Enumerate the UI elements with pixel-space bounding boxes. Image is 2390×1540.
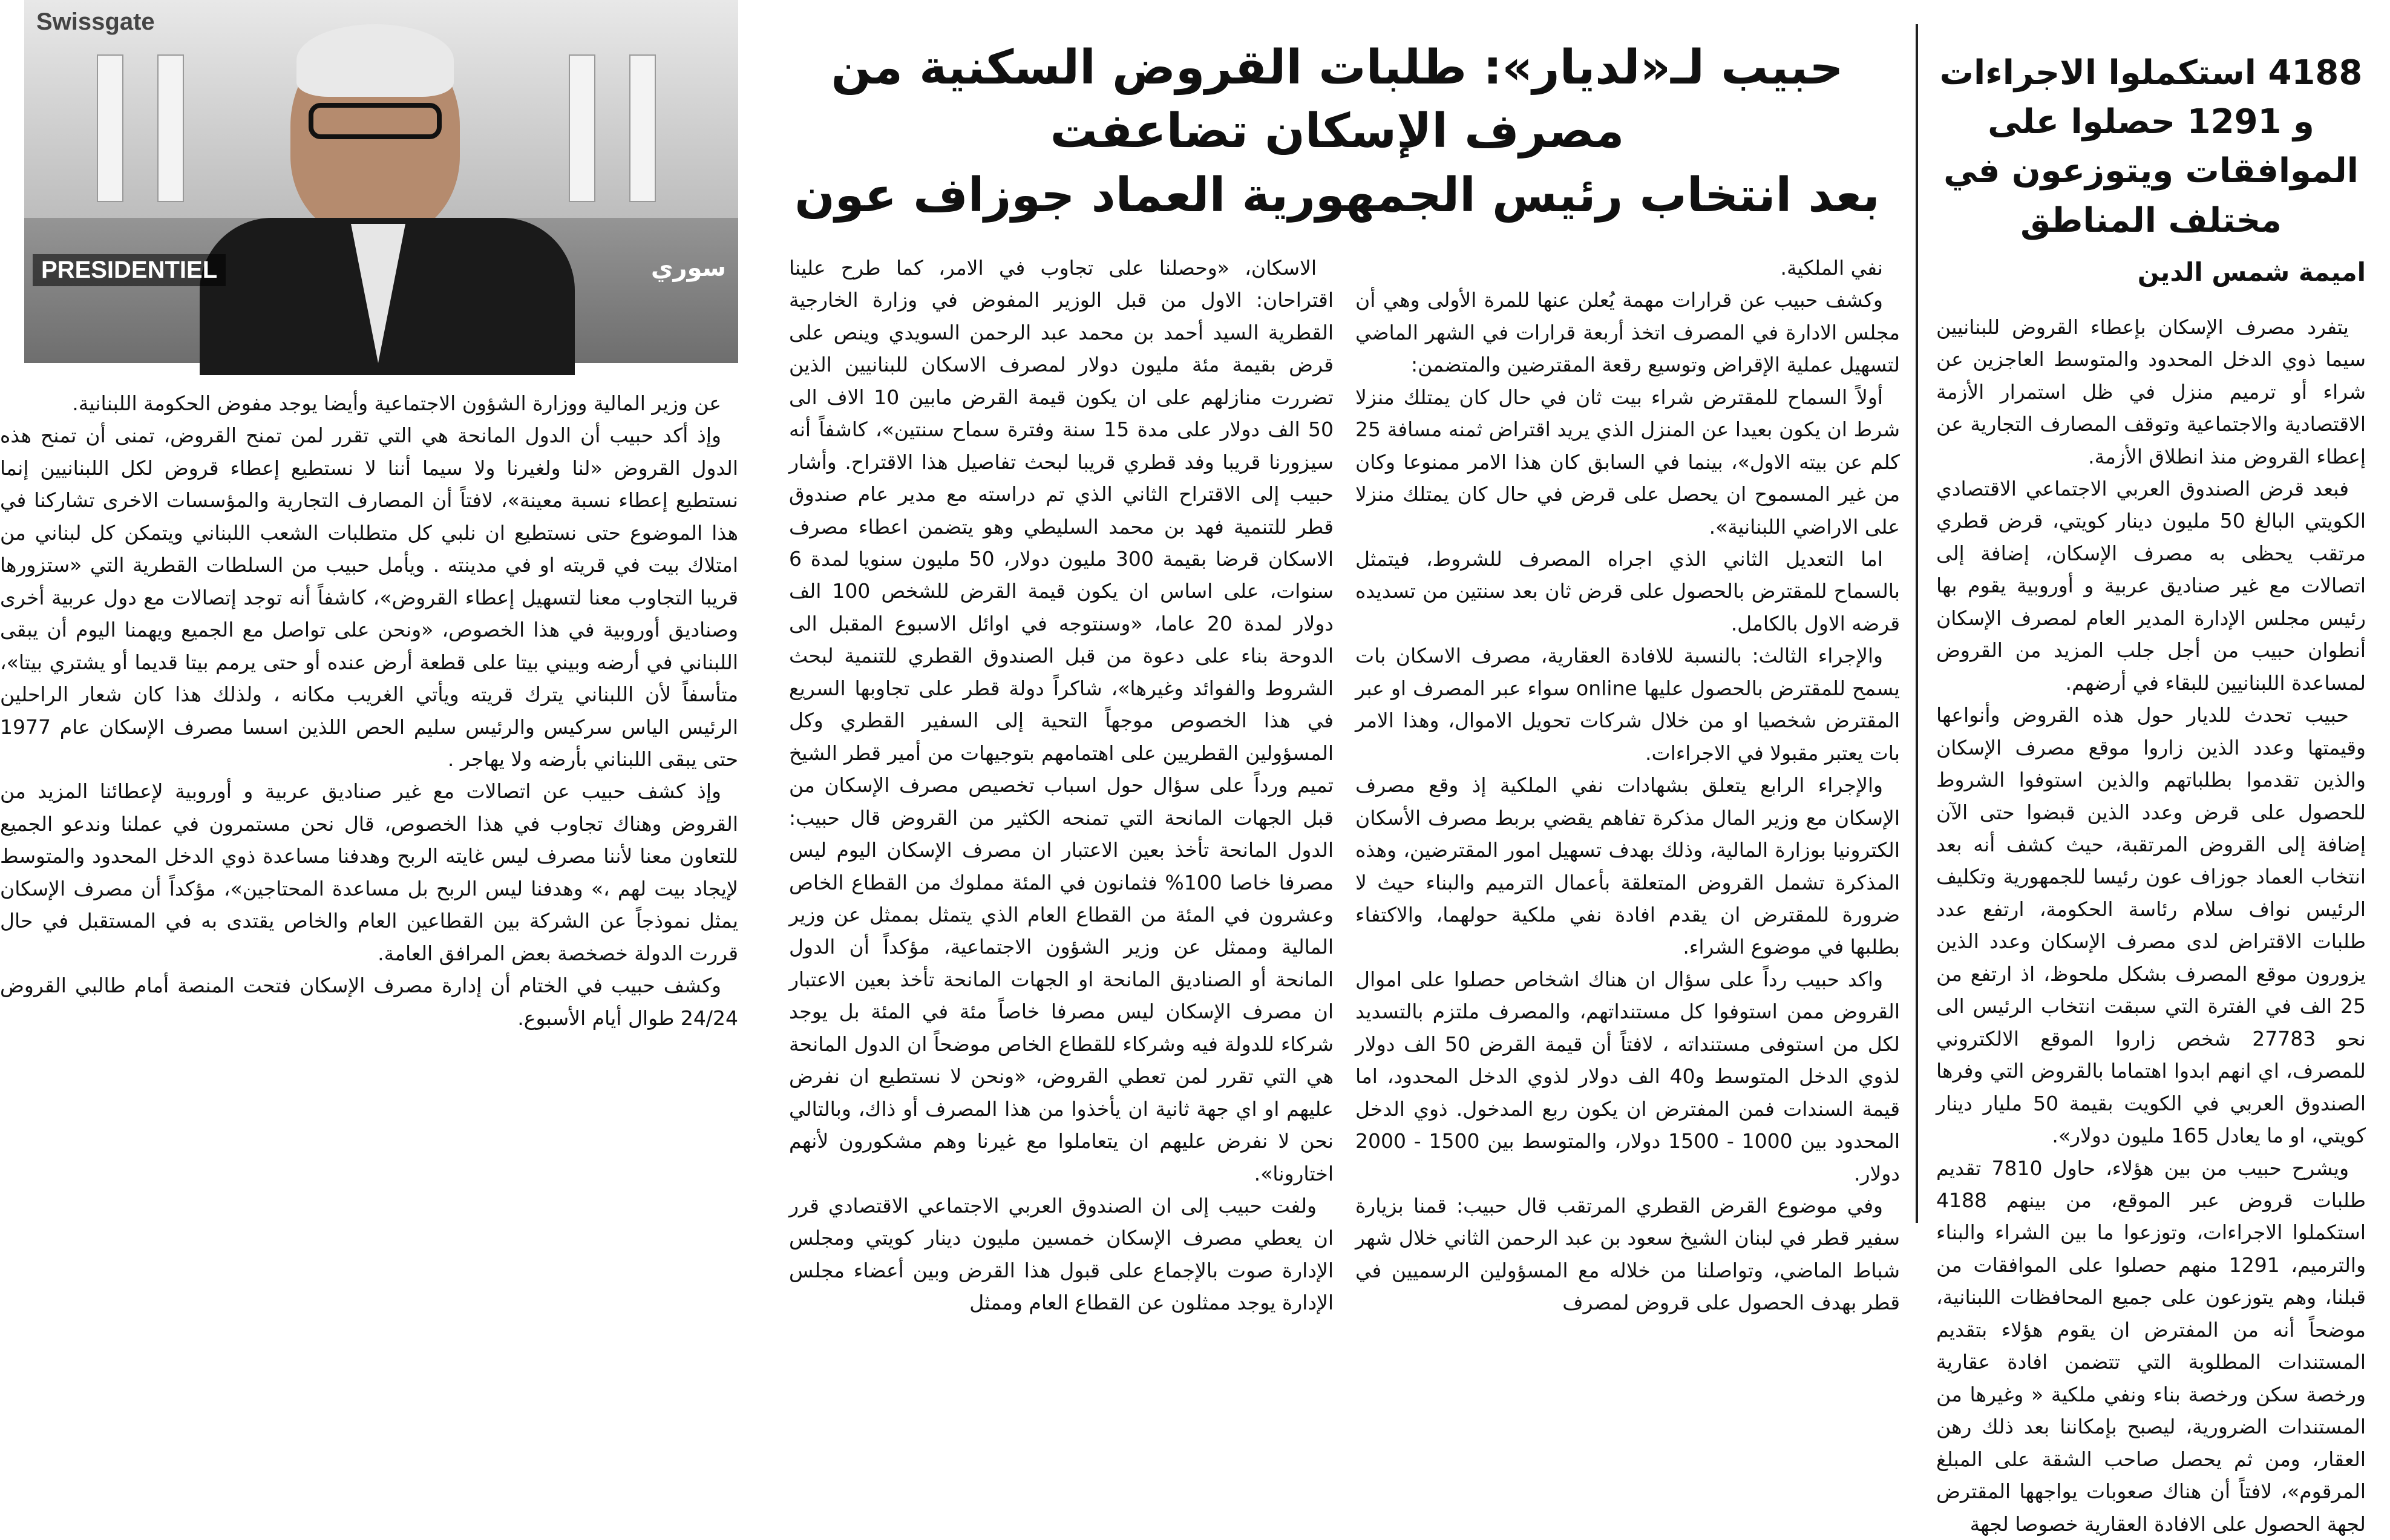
paragraph: ويشرح حبيب من بين هؤلاء، حاول 7810 تقديم طلبات قروض عبر الموقع، من بينهم 4188 استكملوا الاجراءات، وتوزعوا ما بين الشراء والبناء والترميم، 1291 منهم حصلوا على الموافقات من قبلنا، وهم يتوزعون على جميع المحافظات اللبنانية، موضحاً أنه من المفترض ان يقوم هؤلاء بتقديم المستندات المطلوبة التي تتضمن افادة عقارية ورخصة سكن ورخصة بناء ونفي ملكية « وغيرها من المستندات الضرورية، ليصبح بإمكاننا بعد ذلك رهن العقار، ومن ثم يحصل صاحب الشقة على المبلغ المرقوم»، لافتاً أن هناك صعوبات يواجهها المقترض لجهة الحصول على الافادة العقارية خصوصا لجهة	[1936, 1156, 2366, 1536]
paragraph: وكشف حبيب في الختام أن إدارة مصرف الإسكان فتحت المنصة أمام طالبي القروض 24/24 طوال أيام الأسبوع.	[0, 974, 738, 1030]
paragraph: حبيب تحدث للديار حول هذه القروض وأنواعها وقيمتها وعدد الذين زاروا موقع مصرف الإسكان والذين تقدموا بطلباتهم والذين استوفوا الشروط للحصول على قرض وعدد الذين قبضوا حتى الآن إضافة إلى القروض المرتقبة، حيث كشف أنه بعد انتخاب العماد جوزاف عون رئيسا للجمهورية وتكليف الرئيس نواف سلام رئاسة الحكومة، ارتفع عدد طلبات الاقتراض لدى مصرف الإسكان وعدد الذين يزورون موقع المصرف بشكل ملحوظ، اذ ارتفع من 25 الف في الفترة التي سبقت انتخاب الرئيس الى نحو 27783 شخص زاروا الموقع الالكتروني للمصرف، اي انهم ابدوا اهتماما بالقروض التي وفرها الصندوق العربي في الكويت بقيمة 50 مليار دينار كويتي، او ما يعادل 165 مليون دولار».	[1936, 703, 2366, 1148]
paragraph: وكشف حبيب عن قرارات مهمة يُعلن عنها للمرة الأولى وهي أن مجلس الادارة في المصرف اتخذ أربعة قرارات في الشهر الماضي لتسهيل عملية الإقراض وتوسيع رقعة المقترضين والمتضمن:	[1355, 288, 1900, 377]
glasses-icon	[309, 103, 442, 139]
right-article	[1918, 0, 2390, 1536]
paragraph: الاسكان، «وحصلنا على تجاوب في الامر، كما طرح علينا اقتراحان: الاول من قبل الوزير المفوض في وزارة الخارجية القطرية السيد أحمد بن محمد عبد الرحمن السويدي وينص على قرض بقيمة مئة مليون دولار لمصرف الاسكان للبنانيين الذين تضررت منازلهم على ان يكون قيمة القرض مابين 10 الاف الى 50 الف دولار على مدة 15 سنة وفترة سماح سنتين»، كاشفاً أنه سيزورنا قريبا وفد قطري قريبا لبحث تفاصيل هذا الاقتراح. وأشار حبيب إلى الاقتراح الثاني الذي تم دراسته مع مدير عام صندوق قطر للتنمية فهد بن محمد السليطي وهو يتضمن اعطاء مصرف الاسكان قرضا بقيمة 300 مليون دولار، 50 مليون سنويا لمدة 6 سنوات، على اساس ان يكون قيمة القرض للشخص 100 الف دولار لمدة 20 عاما، «وسنتوجه في اوائل الاسبوع المقبل الى الدوحة بناء على دعوة من قبل الصندوق القطري للتنمية لبحث الشروط والفوائد وغيرها»، شاكراً دولة قطر على تجاوبها السريع في هذا الخصوص موجهاً التحية إلى السفير القطري وكل المسؤولين القطريين على اهتمامهم بتوجيهات من أمير قطر الشيخ تميم ورداً على سؤال حول اسباب تخصيص مصرف الإسكان من قبل الجهات المانحة التي تمنحه الكثير من القروض قال حبيب: الدول المانحة تأخذ بعين الاعتبار ان مصرف الإسكان اليوم ليس مصرفا خاصا 100% فثمانون في المئة مملوك من القطاع الخاص وعشرون في المئة من القطاع العام الذي يتمثل بممثل عن وزير المالية وممثل عن وزير الشؤون الاجتماعية، مؤكداً أن الدول المانحة أو الصناديق المانحة او الجهات المانحة تأخذ بعين الاعتبار ان مصرف الإسكان ليس مصرفا خاصاً مئة في المئة بل يوجد شركاء للدولة فيه وشركاء للقطاع الخاص موضحاً ان الدول المانحة هي التي تقرر لمن تعطي القروض، «ونحن لا نستطيع ان نفرض عليهم او اي جهة ثانية ان يأخذوا من هذا المصرف أو ذاك، وبالتالي نحن لا نفرض عليهم ان يتعاملوا مع غيرنا وهم مشكورون لأنهم اختارونا».	[789, 255, 1334, 1185]
tv-logo: Swissgate	[36, 8, 155, 35]
paragraph: يتفرد مصرف الإسكان بإعطاء القروض للبنانيين سيما ذوي الدخل المحدود والمتوسط العاجزين عن شراء أو ترميم منزل في ظل استمرار الأزمة الاقتصادية والاجتماعية وتوقف المصارف التجارية عن إعطاء القروض منذ انطلاق الأزمة.	[1936, 315, 2366, 468]
paragraph: وإذ كشف حبيب عن اتصالات مع غير صناديق عربية و أوروبية لإعطائنا المزيد من القروض وهناك تجاوب في هذا الخصوص، قال نحن مستمرون في عملنا وندعو الجميع للتعاون معنا لأننا مصرف ليس غايته الربح وهدفنا مساعدة ذوي الدخل المحدود والمتوسط لإيجاد بيت لهم ،» وهدفنا ليس الربح بل مساعدة المحتاجين»، مؤكداً أن مصرف الإسكان يمثل نموذجاً عن الشركة بين القطاعين العام والخاص يقتدى به في المستقبل في حال قررت الدولة خصخصة بعض المرافق العامة.	[0, 779, 738, 965]
paragraph: واكد حبيب رداً على سؤال ان هناك اشخاص حصلوا على اموال القروض ممن استوفوا كل مستنداتهم، والمصرف ملتزم بالتسديد لكل من استوفى مستنداته ، لافتاً أن قيمة القرض 50 الف دولار لذوي الدخل المتوسط و40 الف دولار لذوي الدخل المحدود، اما قيمة السندات فمن المفترض ان يكون ربع المدخول. ذوي الدخل المحدود بين 1000 - 1500 دولار، والمتوسط بين 1500 - 2000 دولار.	[1355, 967, 1900, 1185]
paragraph: ولفت حبيب إلى ان الصندوق العربي الاجتماعي الاقتصادي قرر ان يعطي مصرف الإسكان خمسين مليون دينار كويتي ومجلس الإدارة صوت بالإجماع على قبول هذا القرض وبين أعضاء مجلس الإدارة يوجد ممثلون عن القطاع العام وممثل	[789, 1194, 1334, 1315]
headline-line-2: بعد انتخاب رئيس الجمهورية العماد جوزاف عون	[794, 168, 1880, 223]
paragraph: أولاً السماح للمقترض شراء بيت ثان في حال كان يمتلك منزلا شرط ان يكون بعيدا عن المنزل الذي يريد اقتراض ثمنه مسافة 25 كلم عن بيته الاول»، بينما في السابق كان هذا الامر ممنوعا وكان من غير المسموح ان يحصل على قرض في حال كان يمتلك منزلا على الاراضي اللبنانية».	[1355, 385, 1900, 539]
paragraph: اما التعديل الثاني الذي اجراه المصرف للشروط، فيتمثل بالسماح للمقترض بالحصول على قرض ثان بعد سنتين من تسديده قرضه الاول بالكامل.	[1355, 546, 1900, 635]
paragraph: والإجراء الثالث: بالنسبة للافادة العقارية، مصرف الاسكان بات يسمح للمقترض بالحصول عليها online سواء عبر المصرف او عبر المقترض شخصيا او من خلال شركات تحويل الاموال، وهذا الامر بات يعتبر مقبولا في الاجراءات.	[1355, 644, 1900, 765]
author-byline: اميمة شمس الدين	[2137, 257, 2366, 287]
paragraph: وفي موضوع القرض القطري المرتقب قال حبيب: قمنا بزيارة سفير قطر في لبنان الشيخ سعود بن عبد الرحمن الثاني خلال شهر شباط الماضي، وتواصلنا من خلاله مع المسؤولين الرسميين في قطر بهدف الحصول على قروض لمصرف	[1355, 1194, 1900, 1315]
main-article-columns	[774, 252, 1900, 1319]
pillar	[629, 54, 656, 202]
main-article-column-a	[1355, 252, 1900, 1319]
person-hair	[296, 24, 454, 97]
photo-caption: PRESIDENTIEL	[33, 254, 226, 286]
main-article-column-b	[789, 252, 1334, 1319]
headline-line-1: حبيب لـ«لديار»: طلبات القروض السكنية من مصرف الإسكان تضاعفت	[831, 41, 1844, 159]
photo-caption-arabic: سوري	[650, 254, 726, 282]
left-column	[0, 0, 756, 1229]
paragraph: عن وزير المالية ووزارة الشؤون الاجتماعية وأيضا يوجد مفوض الحكومة اللبنانية.	[72, 392, 721, 415]
right-article-headline: 4188 استكملوا الاجراءات و 1291 حصلوا على الموافقات ويتوزعون في مختلف المناطق	[1939, 53, 2363, 240]
paragraph: فبعد قرض الصندوق العربي الاجتماعي الاقتصادي الكويتي البالغ 50 مليون دينار كويتي، قرض قطري مرتقب يحظى به مصرف الإسكان، إضافة إلى اتصالات مع غير صناديق عربية و أوروبية يقوم بها رئيس مجلس الإدارة المدير العام لمصرف الإسكان أنطوان حبيب من أجل جلب المزيد من القروض لمساعدة اللبنانيين للبقاء في أرضهم.	[1936, 477, 2366, 695]
paragraph: نفي الملكية.	[1780, 255, 1883, 280]
paragraph: والإجراء الرابع يتعلق بشهادات نفي الملكية إذ وقع مصرف الإسكان مع وزير المال مذكرة تفاهم يقضي بربط مصرف الأسكان الكترونيا بوزارة المالية، وذلك بهدف تسهيل امور المقترضين، وهذه المذكرة تشمل القروض المتعلقة بأعمال الترميم والبناء حيث لا ضرورة للمقترض ان يقدم افادة نفي ملكية حولهما، والاكتفاء بطلبها في موضوع الشراء.	[1355, 773, 1900, 959]
right-article-body	[1936, 311, 2366, 1540]
pillar	[97, 54, 123, 202]
paragraph: وإذ أكد حبيب أن الدول المانحة هي التي تقرر لمن تمنح القروض، تمنى أن تمنح هذه الدول القروض «لنا ولغيرنا ولا سيما أننا لا نستطيع إعطاء قروض لكل اللبنانيين إنما نستطيع إعطاء نسبة معينة»، لافتاً أن المصارف التجارية والمؤسسات الاخرى تشاركنا في هذا الموضوع حتى نستطيع ان نلبي كل متطلبات الشعب اللبناني ويتمكن كل لبناني من امتلاك بيت في قريته او في مدينته . ويأمل حبيب من السلطات القطرية التي «ستزورها قريبا التجاوب معنا لتسهيل إعطاء القروض»، كاشفاً أنه توجد إتصالات مع دول عربية أخرى وصناديق أوروبية في هذا الخصوص، «ونحن على تواصل مع الجميع ويهمنا اليوم أن يبقى اللبناني في أرضه وبيني بيتا على قطعة أرض عنده أو حتى يرمم بيتا قديما أو يشتري بيتا»، متأسفاً لأن اللبناني يترك قريته ويأتي الغريب مكانه ، ولذلك هذا كان شعار الراحلين الرئيس الياس سركيس والرئيس سليم الحص اللذين اسسا مصرف الإسكان عام 1977 حتى يبقى اللبناني بأرضه ولا يهاجر .	[0, 424, 738, 771]
main-article-headline	[774, 36, 1900, 228]
pillar	[157, 54, 184, 202]
portrait-photo	[24, 0, 738, 363]
main-article	[756, 0, 1918, 1315]
pillar	[569, 54, 595, 202]
left-column-body	[0, 387, 738, 1034]
